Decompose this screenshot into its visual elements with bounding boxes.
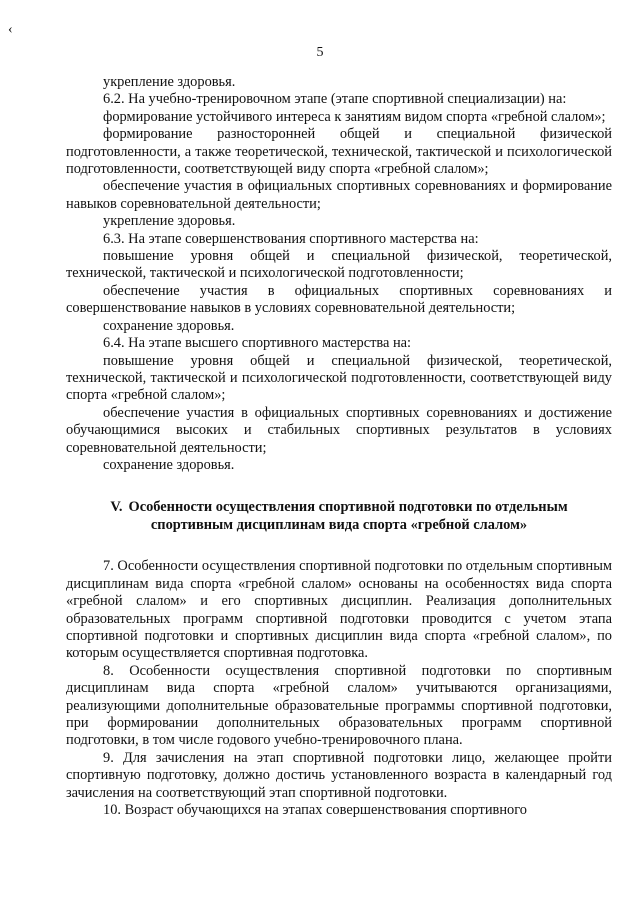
- paragraph: сохранение здоровья.: [103, 456, 235, 473]
- paragraph: сохранение здоровья.: [103, 317, 235, 334]
- paragraph: укрепление здоровья.: [103, 74, 236, 90]
- paragraph: 6.4. На этапе высшего спортивного мастерства на:: [103, 335, 412, 352]
- paragraph: обеспечение участия в официальных спортивных соревнованиях и формирование навыков соревновательной деятельности;: [66, 178, 612, 212]
- paragraph: 6.2. На учебно-тренировочном этапе (этапе спортивной специализации) на:: [103, 91, 567, 108]
- paragraph: обеспечение участия в официальных спортивных соревнованиях и достижение обучающимися высоких и стабильных спортивных результатов в условиях соревновательной деятельности;: [66, 404, 612, 456]
- paragraph: 7. Особенности осуществления спортивной подготовки по отдельным спортивным дисциплинам вида спорта «гребной слалом» основаны на особенностях вида спорта «гребной слалом» и его спортивных дисциплин. Реализация дополнительных образовательных программ спортивной подготовки проводится с учетом этапа спортивной подготовки и спортивных дисциплин вида спорта «гребной слалом», по которым осуществляется спортивная подготовка.: [66, 558, 612, 662]
- paragraph: 10. Возраст обучающихся на этапах совершенствования спортивного: [103, 802, 527, 819]
- paragraph: повышение уровня общей и специальной физической, теоретической, технической, тактической и психологической подготовленности, соответствующей виду спорта «гребной слалом»;: [66, 352, 612, 404]
- paragraph: обеспечение участия в официальных спортивных соревнованиях и совершенствование навыков в условиях соревновательной деятельности;: [66, 282, 612, 317]
- paragraph: укрепление здоровья.: [103, 213, 236, 230]
- paragraph: 8. Особенности осуществления спортивной подготовки по спортивным дисциплинам вида спорта «гребной слалом» учитываются организациями, реализующими дополнительные образовательные программы спортивной подготовки, при формировании дополнительных образовательных программ спортивной подготовки, в том числе годового учебно-тренировочного плана.: [66, 662, 612, 749]
- document-body: [66, 74, 612, 819]
- page-number: 5: [316, 45, 324, 60]
- section-title: Особенности осуществления спортивной подготовки по отдельным спортивным дисциплинам вида спорта «гребной слалом»: [128, 499, 568, 534]
- paragraph: 9. Для зачисления на этап спортивной подготовки лицо, желающее пройти спортивную подготовку, должно достичь установленного возраста в календарный год зачисления на соответствующий этап спортивной подготовки.: [66, 749, 612, 801]
- paragraph: формирование разносторонней общей и специальной физической подготовленности, а также теоретической, технической, тактической и психологической подготовленности, соответствующей виду спорта «гребной слалом»;: [66, 126, 612, 178]
- corner-mark: ‹: [8, 22, 13, 37]
- paragraph: 6.3. На этапе совершенствования спортивного мастерства на:: [103, 230, 479, 247]
- paragraph: формирование устойчивого интереса к занятиям видом спорта «гребной слалом»;: [103, 108, 606, 125]
- section-number: V.: [110, 499, 123, 516]
- paragraph: повышение уровня общей и специальной физической, теоретической, технической, тактической и психологической подготовленности;: [66, 248, 612, 282]
- section-heading: [66, 498, 612, 534]
